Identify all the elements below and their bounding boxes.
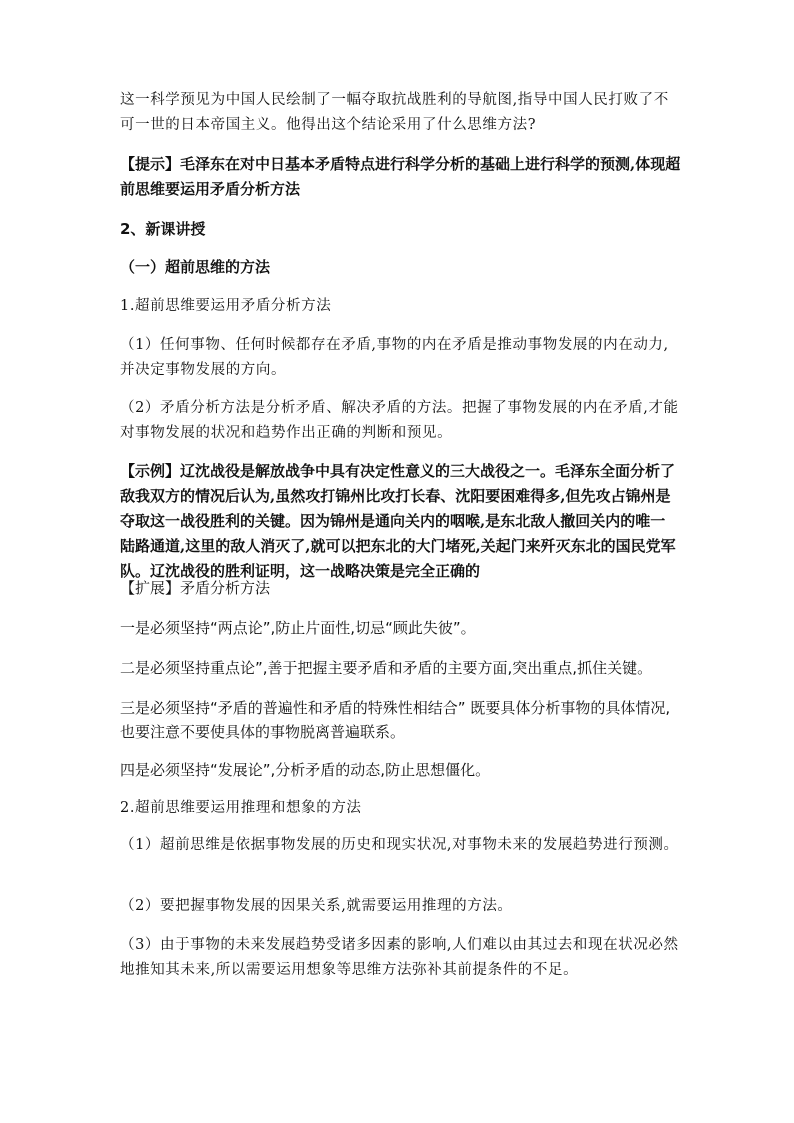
subsection-heading: （一）超前思维的方法	[120, 258, 271, 276]
extend-item-4: 四是必须坚持“发展论”,分析矛盾的动态,防止思想僵化。	[120, 761, 491, 779]
example-label: 【示例】	[120, 462, 181, 480]
extend-item-2: 二是必须坚持重点论”,善于把握主要矛盾和矛盾的主要方面,突出重点,抓住关键。	[120, 659, 653, 677]
extend-paragraph	[120, 576, 270, 600]
hint-label: 【提示】	[120, 155, 181, 173]
point1-item-2: （2）矛盾分析方法是分析矛盾、解决矛盾的方法。把握了事物发展的内在矛盾,才能对事物发展的状况和趋势作出正确的判断和预见。	[120, 400, 679, 441]
point1-title: 1.超前思维要运用矛盾分析方法	[120, 298, 332, 314]
intro-paragraph: 这一科学预见为中国人民绘制了一幅夺取抗战胜利的导航图,指导中国人民打败了不可一世的日本帝国主义。他得出这个结论采用了什么思维方法?	[120, 92, 669, 133]
example-paragraph	[120, 459, 678, 584]
hint-text: 毛泽东在对中日基本矛盾特点进行科学分析的基础上进行科学的预测,体现超前思维要运用矛盾分析方法	[120, 155, 681, 198]
extend-item-3: 三是必须坚持“矛盾的普遍性和矛盾的特殊性相结合” 既要具体分析事物的具体情况,也要注意不要使具体的事物脱离普遍联系。	[120, 699, 671, 741]
example-text: 辽沈战役是解放战争中具有决定性意义的三大战役之一。毛泽东全面分析了敌我双方的情况后认为,虽然攻打锦州比攻打长春、沈阳要困难得多,但先攻占锦州是夺取这一战役胜利的关键。因为锦州是通向关内的咽喉,是东北敌人撤回关内的唯一陆路通道,这里的敌人消灭了,就可以把东北的大门堵死,关起门来歼灭东北的国民党军队。辽沈战役的胜利证明，这一战略决策是完全正确的	[120, 462, 676, 580]
extend-label: 【扩展】	[120, 579, 181, 597]
hint-paragraph	[120, 152, 685, 202]
extend-text: 矛盾分析方法	[180, 579, 271, 597]
point2-item-3: （3）由于事物的未来发展趋势受诸多因素的影响,人们难以由其过去和现在状况必然地推知其未来,所以需要运用想象等思维方法弥补其前提条件的不足。	[120, 937, 679, 978]
point2-title: 2.超前思维要运用推理和想象的方法	[120, 800, 362, 816]
extend-item-1: 一是必须坚持“两点论”,防止片面性,切忌“顾此失彼”。	[120, 619, 476, 637]
point1-item-1: （1）任何事物、任何时候都存在矛盾,事物的内在矛盾是推动事物发展的内在动力,并决定事物发展的方向。	[120, 337, 669, 378]
point2-item-1: （1）超前思维是依据事物发展的历史和现实状况,对事物未来的发展趋势进行预测。	[120, 837, 679, 853]
point2-item-2: （2）要把握事物发展的因果关系,就需要运用推理的方法。	[120, 898, 513, 914]
section-heading: 2、新课讲授	[120, 220, 206, 238]
